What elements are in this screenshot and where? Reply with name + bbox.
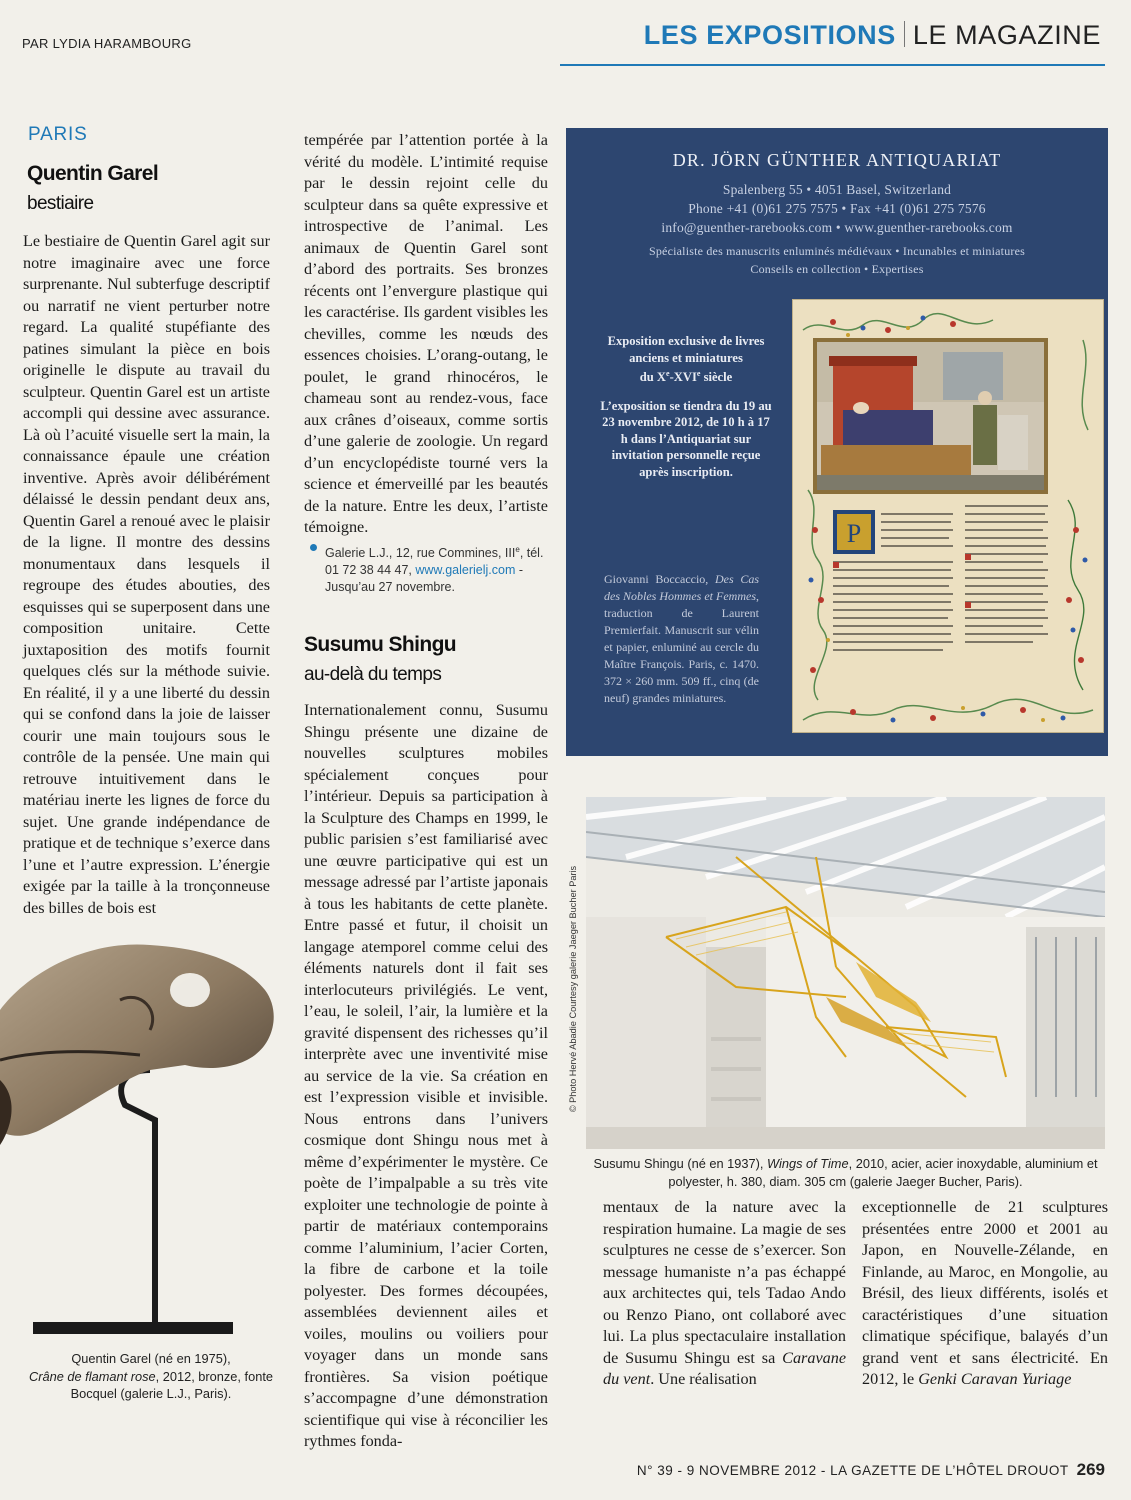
wings-of-time-photo (586, 797, 1105, 1149)
caption-text: , 2010, acier, acier inoxydable, aluminium et polyester, h. 380, diam. 305 cm (galerie Jaeger Bucher, Paris). (668, 1156, 1098, 1189)
photo-caption (20, 1350, 282, 1403)
article-body-column (304, 700, 548, 1453)
caption-artwork-title: Wings of Time (767, 1156, 849, 1171)
article-body-column (603, 1197, 846, 1391)
ad-manuscript-description (604, 571, 759, 707)
photo-caption (586, 1155, 1105, 1190)
article-paragraph (862, 1197, 1108, 1391)
article-body-column (862, 1197, 1108, 1391)
ad-specialty: Spécialiste des manuscrits enluminés médiévaux • Incunables et miniatures (648, 244, 1026, 258)
ad-superscript: e (666, 369, 670, 378)
byline: PAR LYDIA HARAMBOURG (22, 36, 192, 51)
info-text: Galerie L.J., 12, rue Commines, III (325, 546, 516, 561)
city-label: PARIS (28, 124, 88, 145)
caption-text: Quentin Garel (né en 1975), (71, 1351, 231, 1366)
header-separator (904, 21, 905, 47)
flamingo-skull-photo (0, 930, 285, 1350)
info-superscript: e (515, 545, 520, 554)
ad-text: Giovanni Boccaccio, (604, 572, 715, 586)
ad-exhibition-text (600, 333, 772, 480)
ad-title: DR. JÖRN GÜNTHER ANTIQUARIAT (672, 150, 1002, 170)
article-body-column (304, 130, 548, 539)
page-footer (637, 1460, 1105, 1480)
ad-address: Spalenberg 55 • 4051 Basel, Switzerland (722, 182, 952, 197)
manuscript-illustration (793, 300, 1104, 733)
article-body-column (23, 231, 270, 919)
caption-text: Susumu Shingu (né en 1937), (593, 1156, 768, 1171)
info-text: - Jusqu’au 27 novembre. (325, 563, 524, 595)
advertisement (566, 128, 1108, 756)
section-header (644, 20, 1101, 51)
artwork-title: Caravane du vent (603, 1348, 846, 1388)
ad-specialty: Conseils en collection • Expertises (750, 262, 924, 276)
sculpture-photo-garel (0, 930, 285, 1350)
magazine-title: LE MAGAZINE (912, 20, 1101, 50)
issue-info: N° 39 - 9 NOVEMBRE 2012 - LA GAZETTE DE L’HÔTEL DROUOT (636, 1463, 1069, 1478)
ad-text: siècle (700, 370, 733, 385)
caption-line (20, 1368, 282, 1403)
manuscript-image (792, 299, 1104, 733)
caption-artwork-title: Crâne de flamant rose (28, 1368, 156, 1384)
gallery-link[interactable]: www.galerielj.com (415, 563, 516, 578)
ad-text: , traduction de Laurent Premierfait. Manuscrit sur vélin et papier, enluminé au cercle du Maître François. Paris, c. 1470. 372 × 260 mm. 509 ff., cinq (de neuf) grandes miniatures. (604, 589, 759, 705)
ad-book-title: Des Cas des Nobles Hommes et Femmes (604, 572, 759, 603)
article-title: Quentin Garel (27, 162, 159, 185)
ad-phone: Phone +41 (0)61 275 7575 • Fax +41 (0)61 275 7576 (688, 201, 986, 216)
bullet-icon (310, 544, 317, 551)
photo-credit (566, 830, 580, 1148)
info-text: , tél. 01 72 38 44 47, (325, 546, 544, 578)
article-paragraph: tempérée par l’attention portée à la vérité du modèle. L’intimité requise par le dessin rejoint celle du sculpteur dans sa quête expressive et introspective de l’animal. Les animaux de Quentin Garel sont d’abord des portraits. Ses bronzes récents ont l’envergure plastique qui les caractérise. Ils gardent visibles les chevilles, comme les nœuds des essences choisies. L’orang-outang, le poulet, le grand rhinocéros, le chameau sont au rendez-vous, face aux crânes d’oiseaux, comme sortis d’une galerie de zoologie. Un regard d’un encyclopédiste tourné vers la science et émerveillé par les beautés de la nature. Entre les deux, l’artiste témoigne. (304, 131, 548, 536)
article-subtitle: au-delà du temps (304, 664, 442, 685)
article-paragraph: Internationalement connu, Susumu Shingu présente une dizaine de nouvelles sculptures mobiles spécialement conçues pour l’intérieur. Depuis sa participation à la Sculpture des Champs en 1999, le public parisien s’est familiarisé avec une œuvre participative qui est un message adressé par l’artiste japonais à tous les habitants de cette planète. Entre passé et futur, il choisit un langage atemporel comme celui des éléments naturels dont il fait ses interlocuteurs privilégiés. Le vent, l’eau, le soleil, l’air, la lumière et la gravité dispensent des richesses qu’il interprète avec une inventivité mise au service de la vie. Sa création en est l’expression visible et invisible. Nous entrons dans l’univers cosmique dont Shingu nous met à même d’expérimenter le mystère. Ce poète de l’impalpable a su très vite exploiter une technologie de pointe à partir de matériaux contemporains comme l’aluminium, l’acier Corten, la fibre de carbone et la toile polyester. Des formes découpées, assemblées deviennent ailes et voiles, moulins ou voiliers pour voyager dans un monde sans frontières. Sa vision poétique s’accompagne d’une démonstration scientifique qui vise à réconcilier les rythmes fonda- (304, 701, 548, 1450)
page-number: 269 (1076, 1460, 1105, 1479)
svg-text:P: P (846, 519, 862, 548)
caption-text: , 2012, bronze, fonte Bocquel (galerie L.J., Paris). (70, 1368, 273, 1401)
ad-superscript: e (696, 369, 701, 378)
artwork-title: Genki Caravan Yuriage (918, 1370, 1072, 1388)
header-rule (560, 64, 1105, 66)
article-text: mentaux de la nature avec la respiration humaine. La magie de ses sculptures ne cesse de s’exercer. Son message humaniste n’a pas échappé aux architectes qui, tels Tadao Ando ou Renzo Piano, ont collaboré avec lui. La plus spectaculaire installation de Susumu Shingu est sa (603, 1198, 846, 1367)
article-text: exceptionnelle de 21 sculptures présentées entre 2000 et 2001 au Japon, en Nouvelle-Zélande, en Finlande, au Maroc, en Mongolie, au Brésil, des lieux différents, isolés et caractéristiques d’une situation climatique spécifique, balayés d’un grand vent et sans électricité. En 2012, le (862, 1198, 1108, 1388)
section-title: LES EXPOSITIONS (643, 20, 896, 50)
article-paragraph (603, 1197, 846, 1391)
ad-web: info@guenther-rarebooks.com • www.guenther-rarebooks.com (661, 220, 1013, 235)
article-text: . Une réalisation (650, 1370, 757, 1388)
sculpture-photo-shingu (586, 797, 1105, 1149)
ad-text: -XVI (669, 370, 697, 385)
ad-exhibition-line: Exposition exclusive de livres anciens et miniatures (607, 334, 765, 365)
article-subtitle: bestiaire (27, 193, 94, 214)
ad-exhibition-period (600, 366, 772, 386)
ad-exhibition-dates: L’exposition se tiendra du 19 au 23 novembre 2012, de 10 h à 17 h dans l’Antiquariat sur invitation personnelle reçue après inscription. (600, 398, 772, 479)
ad-text: du X (639, 370, 666, 385)
article-title: Susumu Shingu (304, 633, 457, 656)
exhibition-info (325, 541, 550, 596)
photo-credit-text: © Photo Hervé Abadie Courtesy galerie Jaeger Bucher Paris (568, 865, 578, 1113)
article-paragraph: Le bestiaire de Quentin Garel agit sur notre imaginaire avec une force surprenante. Nul subterfuge descriptif ou narratif ne vient perturber notre regard. La qualité stupéfiante des patines simulant la pièce en bois originelle le dispute au travail du sculpteur. Quentin Garel est un artiste accompli qui dessine avec assurance. Là où l’acuité visuelle sert la main, la connaissance épaule une création inventive. Après avoir délibérément délaissé le dessin pendant deux ans, Quentin Garel a renoué avec le plaisir de la ligne. Il montre des dessins monumentaux dans lesquels il regroupe des études abouties, des esquisses qui se superposent dans une composition unitaire. Cette juxtaposition des motifs fournit quelques clés sur la méthode suivie. En réalité, il y a une liberté du dessin qui se confond dans la joie de laisser courir une main toujours sous le contrôle de la pensée. Une main qui retrouve intuitivement dans le matériau inerte les lignes de force du sujet. Une grande indépendance de pratique et de technique s’exerce dans l’une et l’autre expression. L’énergie exigée par la taille à la tronçonneuse des billes de bois est (23, 232, 270, 917)
